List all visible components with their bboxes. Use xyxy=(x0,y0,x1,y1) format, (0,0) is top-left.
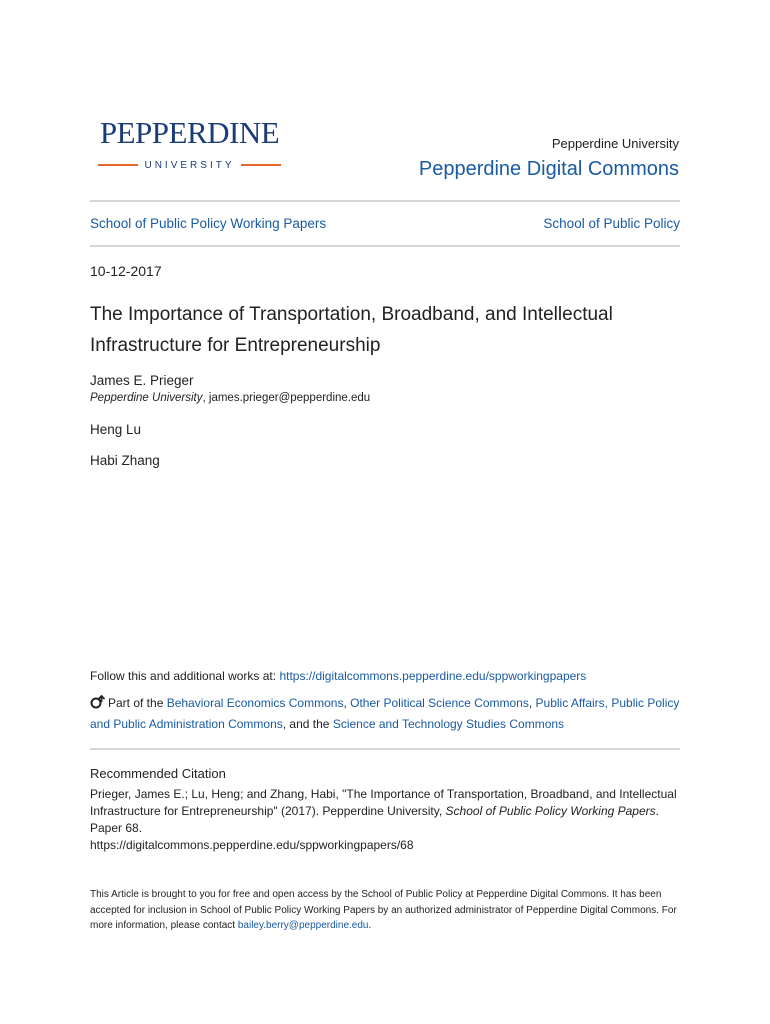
author-name: James E. Prieger xyxy=(90,373,194,388)
author-email: , james.prieger@pepperdine.edu xyxy=(202,392,371,404)
access-notice-end: . xyxy=(368,920,372,931)
publication-date: 10-12-2017 xyxy=(90,263,162,279)
divider-top xyxy=(90,200,680,202)
affiliation-name: Pepperdine University xyxy=(90,392,203,404)
commons-link-public-affairs[interactable]: Public Affairs, Public Policy and Public Administration Commons xyxy=(90,696,680,731)
divider-citation xyxy=(90,748,680,750)
part-of-prefix: Part of the xyxy=(108,696,167,710)
commons-link-science-technology[interactable]: Science and Technology Studies Commons xyxy=(332,717,565,731)
logo-wordmark: PEPPERDINE xyxy=(99,115,280,150)
citation-heading: Recommended Citation xyxy=(90,766,226,781)
part-of-separator: , xyxy=(528,696,536,710)
logo-subline xyxy=(97,158,282,172)
logo-rule-left xyxy=(98,164,138,166)
author-name: Heng Lu xyxy=(90,422,142,437)
follow-text: Follow this and additional works at: xyxy=(90,669,280,683)
follow-url-link[interactable]: https://digitalcommons.pepperdine.edu/sppworkingpapers xyxy=(279,669,587,683)
follow-line xyxy=(90,669,586,683)
citation-paper-number: . Paper 68. xyxy=(90,804,659,835)
pepperdine-logo[interactable] xyxy=(97,116,282,176)
institution-name: Pepperdine University xyxy=(551,136,679,151)
part-of-separator: , xyxy=(343,696,351,710)
access-notice xyxy=(90,887,680,934)
divider-nav xyxy=(90,245,680,247)
repository-link[interactable]: Pepperdine Digital Commons xyxy=(418,158,679,180)
open-access-icon xyxy=(90,694,106,709)
department-link[interactable]: School of Public Policy xyxy=(543,216,680,231)
contact-email-link[interactable]: bailey.berry@pepperdine.edu xyxy=(237,920,369,931)
citation-series: School of Public Policy Working Papers xyxy=(445,804,656,818)
commons-link-political-science[interactable]: Other Political Science Commons xyxy=(350,696,529,710)
citation-url: https://digitalcommons.pepperdine.edu/sppworkingpapers/68 xyxy=(90,838,414,852)
author-name: Habi Zhang xyxy=(90,453,160,468)
citation-body xyxy=(90,786,680,854)
access-notice-text: This Article is brought to you for free and open access by the School of Public Policy at Pepperdine Digital Commons. It has been accepted for inclusion in School of Public Policy Working Papers by an authorized administrator of Pepperdine Digital Commons. For more information, please contact xyxy=(90,889,677,931)
part-of-commons xyxy=(90,693,680,735)
logo-rule-right xyxy=(241,164,281,166)
commons-link-behavioral-economics[interactable]: Behavioral Economics Commons xyxy=(166,696,344,710)
citation-text: Prieger, James E.; Lu, Heng; and Zhang, Habi, "The Importance of Transportation, Broadband, and Intellectual Infrastructure for Entrepreneurship" (2017). Pepperdine University, xyxy=(90,787,677,818)
series-link[interactable]: School of Public Policy Working Papers xyxy=(90,216,327,231)
logo-university-text: UNIVERSITY xyxy=(144,159,235,171)
part-of-separator: , and the xyxy=(282,717,333,731)
author-affiliation xyxy=(90,392,370,404)
paper-title: The Importance of Transportation, Broadband, and Intellectual Infrastructure for Entrepreneurship xyxy=(90,304,613,356)
